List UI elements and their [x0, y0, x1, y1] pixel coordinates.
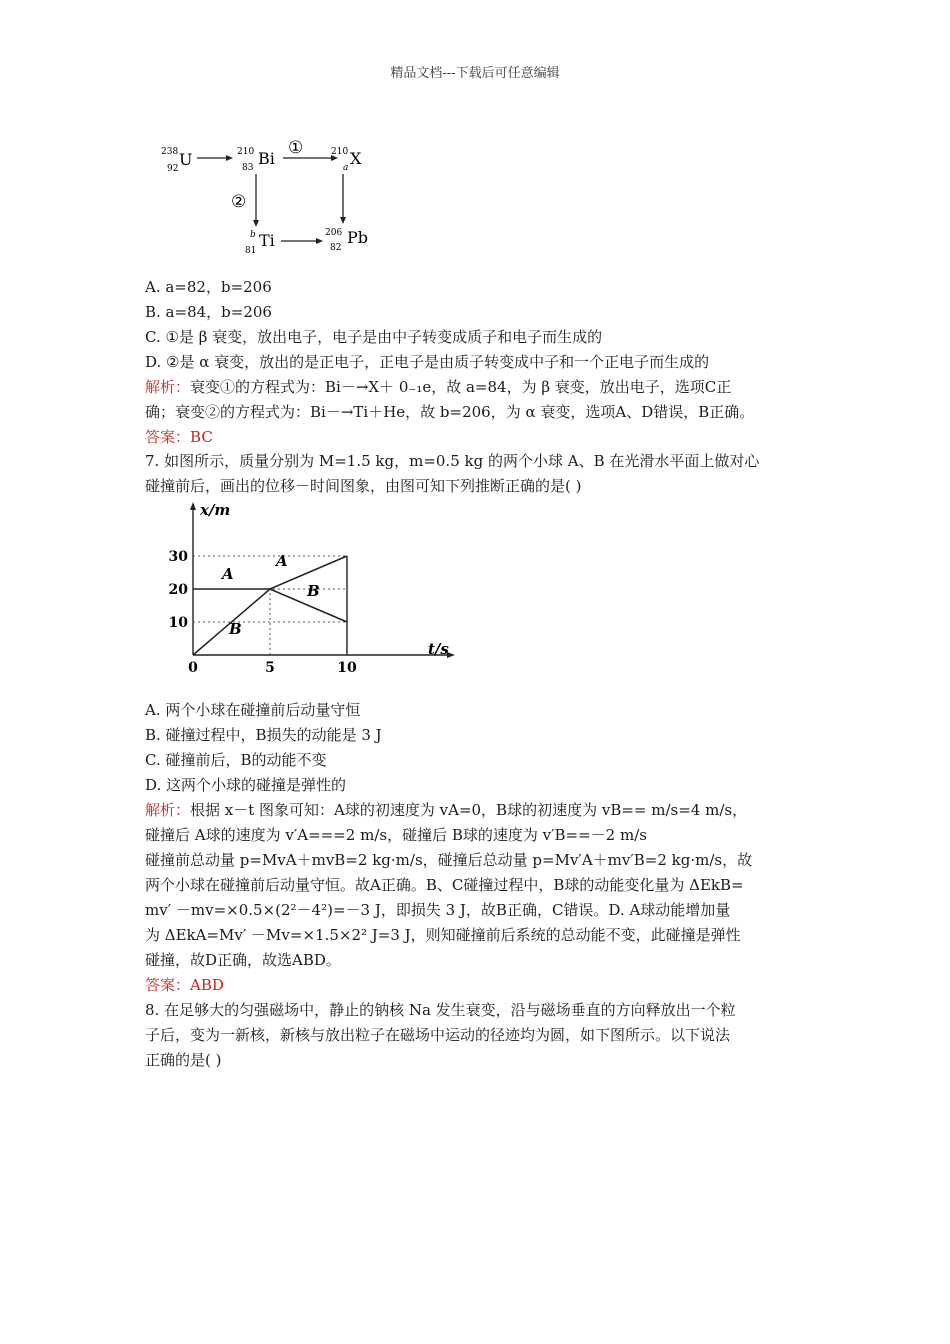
- analysis-label: 解析：: [145, 378, 191, 396]
- q7-option-b: B. 碰撞过程中，B损失的动能是 3 J: [145, 726, 382, 744]
- arrow-head: [340, 217, 346, 224]
- step2-label: ②: [231, 192, 247, 212]
- xt-graph: [160, 495, 460, 675]
- series-label-a-before: A: [222, 565, 234, 583]
- q6-answer: [145, 427, 213, 447]
- x-symbol: X: [350, 149, 362, 168]
- x-mass: 210: [331, 147, 349, 157]
- ti-num: 81: [245, 246, 257, 256]
- u-symbol: U: [179, 150, 193, 169]
- q7-analysis-line-7: 碰撞，故D正确，故选ABD。: [145, 951, 341, 969]
- q7-analysis-line-1: [145, 800, 747, 820]
- q8-stem-1: 8. 在足够大的匀强磁场中，静止的钠核 Na 发生衰变，沿与磁场垂直的方向释放出一个粒: [145, 1001, 736, 1019]
- x-axis-label: t/s: [428, 640, 449, 658]
- answer-value: BC: [190, 428, 213, 446]
- y-tick-label: 10: [168, 615, 188, 631]
- q6-option-a: A. a=82，b=206: [145, 278, 272, 296]
- x-tick-label: 5: [265, 660, 275, 675]
- series-line-A: [193, 556, 347, 589]
- q7-stem-2: 碰撞前后，画出的位移－时间图象，由图可知下列推断正确的是( ): [145, 477, 582, 495]
- series-label-b-after: B: [307, 582, 320, 600]
- x-tick-label: 10: [337, 660, 357, 675]
- analysis-label: 解析：: [145, 801, 191, 819]
- bi-mass: 210: [237, 147, 255, 157]
- q8-stem-2: 子后，变为一新核，新核与放出粒子在磁场中运动的径迹均为圆，如下图所示。以下说法: [145, 1026, 731, 1044]
- y-axis-label: x/m: [200, 501, 231, 519]
- q6-analysis-line-2: 确；衰变②的方程式为：Bi－→Ti＋He，故 b=206，为 α 衰变，选项A、D错误，B正确。: [145, 403, 755, 421]
- y-tick-label: 30: [168, 549, 188, 565]
- q7-option-a: A. 两个小球在碰撞前后动量守恒: [145, 701, 361, 719]
- arrow-head: [226, 155, 233, 161]
- q7-analysis-line-6: 为 ΔEkA=Mv′ －Mv=×1.5×2² J=3 J，则知碰撞前后系统的总动能不变，此碰撞是弹性: [145, 926, 741, 944]
- x-num: a: [343, 163, 349, 173]
- y-axis-arrow: [190, 502, 196, 510]
- q7-stem-1: 7. 如图所示，质量分别为 M=1.5 kg，m=0.5 kg 的两个小球 A、B 在光滑水平面上做对心: [145, 452, 760, 470]
- q7-answer: [145, 975, 224, 995]
- u-num: 92: [167, 164, 179, 174]
- ti-mass: b: [250, 230, 256, 240]
- pb-mass: 206: [325, 228, 343, 238]
- q7-analysis-line-2: 碰撞后 A球的速度为 v′A===2 m/s，碰撞后 B球的速度为 v′B==－2 m/s: [145, 826, 647, 844]
- arrow-head: [253, 220, 259, 227]
- q6-analysis-line-1: [145, 377, 731, 397]
- u-mass: 238: [161, 147, 179, 157]
- y-tick-label: 20: [168, 582, 188, 598]
- answer-value: ABD: [190, 976, 224, 994]
- q7-analysis-line-5: mv′ －mv=×0.5×(2²－4²)=－3 J，即损失 3 J，故B正确，C错误。D. A球动能增加量: [145, 901, 731, 919]
- q8-stem-3: 正确的是( ): [145, 1051, 222, 1069]
- q6-option-b: B. a=84，b=206: [145, 303, 272, 321]
- bi-symbol: Bi: [258, 149, 275, 168]
- pb-num: 82: [330, 243, 342, 253]
- bi-num: 83: [242, 163, 254, 173]
- answer-label: 答案：: [145, 976, 191, 994]
- q7-option-d: D. 这两个小球的碰撞是弹性的: [145, 776, 347, 794]
- q6-option-d: D. ②是 α 衰变，放出的是正电子，正电子是由质子转变成中子和一个正电子而生成的: [145, 353, 710, 371]
- answer-label: 答案：: [145, 428, 191, 446]
- q6-option-c: C. ①是 β 衰变，放出电子，电子是由中子转变成质子和电子而生成的: [145, 328, 603, 346]
- page-header: 精品文档---下载后可任意编辑: [390, 66, 560, 81]
- series-label-b-before: B: [229, 620, 242, 638]
- analysis-text: 衰变①的方程式为：Bi－→X＋ 0₋₁e，故 a=84，为 β 衰变，放出电子，选项C正: [190, 378, 732, 396]
- decay-diagram: [155, 128, 395, 258]
- q7-analysis-line-4: 两个小球在碰撞前后动量守恒。故A正确。B、C碰撞过程中，B球的动能变化量为 ΔEkB=: [145, 876, 744, 894]
- arrow-head: [316, 238, 323, 244]
- step1-label: ①: [288, 138, 304, 158]
- x-tick-label: 0: [188, 660, 198, 675]
- analysis-text: 根据 x－t 图象可知：A球的初速度为 vA=0，B球的初速度为 vB== m/s=4 m/s，: [190, 801, 748, 819]
- series-label-a-after: A: [276, 552, 288, 570]
- ti-symbol: Ti: [259, 231, 275, 250]
- q7-analysis-line-3: 碰撞前总动量 p=MvA＋mvB=2 kg·m/s，碰撞后总动量 p=Mv′A＋mv′B=2 kg·m/s，故: [145, 851, 753, 869]
- pb-symbol: Pb: [347, 228, 369, 247]
- q7-option-c: C. 碰撞前后，B的动能不变: [145, 751, 327, 769]
